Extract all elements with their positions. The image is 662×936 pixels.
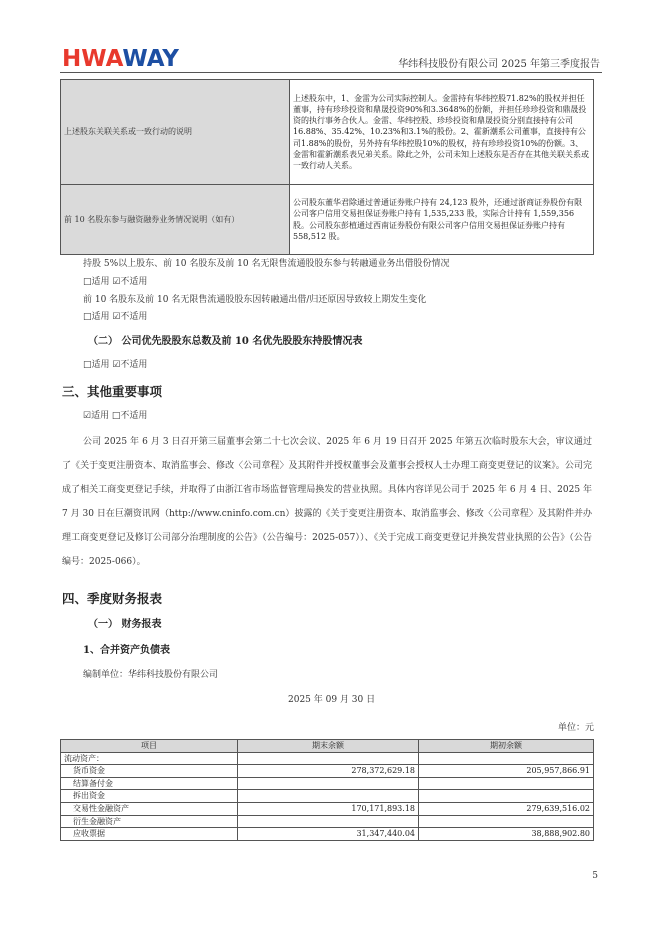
end-balance-cell	[238, 777, 419, 790]
section-4-title: 四、季度财务报表	[62, 591, 163, 606]
header-divider	[60, 72, 602, 73]
item-cell: 交易性金融资产	[61, 802, 238, 815]
table-header-row	[61, 740, 594, 753]
applicability-check: □适用 ☑不适用	[83, 312, 148, 322]
logo-text-red: HWA	[62, 46, 123, 72]
table-row	[61, 765, 594, 778]
logo-text-blue: WAY	[122, 46, 179, 72]
end-balance-cell: 31,347,440.04	[238, 828, 419, 841]
row-text: 上述股东中，1、金雷为公司实际控制人。金雷持有华纬控股71.82%的股权并担任董事，持有珍珍投资和鼎晟投资90%和3.3648%的份额，并担任珍珍投资和鼎晟投资的执行事务合伙人。金雷、华纬控股、珍珍投资和鼎晟投资分别直接持有公司16.88%、35.42%、10.23%和3.1%的股份。2、霍新潮系公司董事，直接持有公司1.88%的股份，另外持有华纬控股10%的股权，持有珍珍投资10%的份额。3、金雷和霍新潮系表兄弟关系。除此之外，公司未知上述股东是否存在其他关联关系或一致行动人关系。	[290, 80, 594, 185]
paragraph-5pct-lending: 持股 5%以上股东、前 10 名股东及前 10 名无限售流通股股东参与转融通业务出借股份情况	[83, 259, 450, 269]
item-cell: 结算备付金	[61, 777, 238, 790]
table-row	[61, 815, 594, 828]
row-text: 公司股东董华君除通过普通证券账户持有 24,123 股外，还通过浙商证券股份有限公司客户信用交易担保证券账户持有 1,535,233 股，实际合计持有 1,559,356 股。公司股东彭植通过西南证券股份有限公司客户信用交易担保证券账户持有 558,512 股。	[290, 185, 594, 255]
applicability-check: ☑适用 □不适用	[83, 411, 148, 421]
item-cell: 货币资金	[61, 765, 238, 778]
table-row	[61, 802, 594, 815]
begin-balance-cell: 38,888,902.80	[419, 828, 594, 841]
applicability-check: □适用 ☑不适用	[83, 360, 148, 370]
column-header: 期末余额	[238, 740, 419, 753]
applicability-check: □适用 ☑不适用	[83, 277, 148, 287]
table-row	[61, 828, 594, 841]
table-row	[61, 80, 594, 185]
end-balance-cell	[238, 790, 419, 803]
report-header-title: 华纬科技股份有限公司 2025 年第三季度报告	[398, 59, 600, 70]
item-cell: 拆出资金	[61, 790, 238, 803]
paragraph-top10-change: 前 10 名股东及前 10 名无限售流通股股东因转融通出借/归还原因导致较上期发生变化	[83, 295, 427, 305]
section-3-title: 三、其他重要事项	[62, 384, 163, 399]
begin-balance-cell	[419, 752, 594, 765]
table-row	[61, 777, 594, 790]
page-number: 5	[592, 871, 598, 881]
balance-sheet-table	[60, 739, 594, 841]
end-balance-cell	[238, 815, 419, 828]
balance-sheet-title: 1、合并资产负债表	[83, 645, 170, 656]
shareholder-notes-table	[60, 79, 594, 255]
section-3-body: 公司 2025 年 6 月 3 日召开第三届董事会第二十七次会议、2025 年 6 月 19 日召开 2025 年第五次临时股东大会，审议通过了《关于变更注册资本、取消监事会、修改〈公司章程〉及其附件并授权董事会及董事会授权人士办理工商变更登记的议案》。公司完成了相关工商变更登记手续，并取得了由浙江省市场监督管理局换发的营业执照。具体内容详见公司于 2025 年 6 月 4 日、2025 年 7 月 30 日在巨潮资讯网（http://www.cninfo.com.cn）披露的《关于变更注册资本、取消监事会、修改〈公司章程〉及其附件并办理工商变更登记及修订公司部分治理制度的公告》（公告编号：2025-057））、《关于完成工商变更登记并换发营业执照的公告》（公告编号：2025-066）。	[62, 437, 592, 567]
end-balance-cell: 278,372,629.18	[238, 765, 419, 778]
compiler-line: 编制单位：华纬科技股份有限公司	[83, 670, 219, 680]
column-header: 项目	[61, 740, 238, 753]
company-logo	[62, 46, 179, 72]
begin-balance-cell	[419, 777, 594, 790]
begin-balance-cell: 279,639,516.02	[419, 802, 594, 815]
begin-balance-cell	[419, 790, 594, 803]
end-balance-cell: 170,171,893.18	[238, 802, 419, 815]
begin-balance-cell: 205,957,866.91	[419, 765, 594, 778]
table-row	[61, 790, 594, 803]
unit-label: 单位：元	[557, 723, 594, 733]
row-label: 上述股东关联关系或一致行动的说明	[61, 80, 290, 185]
row-label: 前 10 名股东参与融资融券业务情况说明（如有）	[61, 185, 290, 255]
item-cell: 应收票据	[61, 828, 238, 841]
item-cell: 流动资产：	[61, 752, 238, 765]
report-date: 2025 年 09 月 30 日	[288, 695, 376, 705]
item-cell: 衍生金融资产	[61, 815, 238, 828]
section-4-subtitle: （一） 财务报表	[88, 619, 162, 630]
end-balance-cell	[238, 752, 419, 765]
column-header: 期初余额	[419, 740, 594, 753]
table-row	[61, 185, 594, 255]
table-row	[61, 752, 594, 765]
section-preferred-shareholders: （二） 公司优先股股东总数及前 10 名优先股股东持股情况表	[88, 336, 363, 347]
begin-balance-cell	[419, 815, 594, 828]
